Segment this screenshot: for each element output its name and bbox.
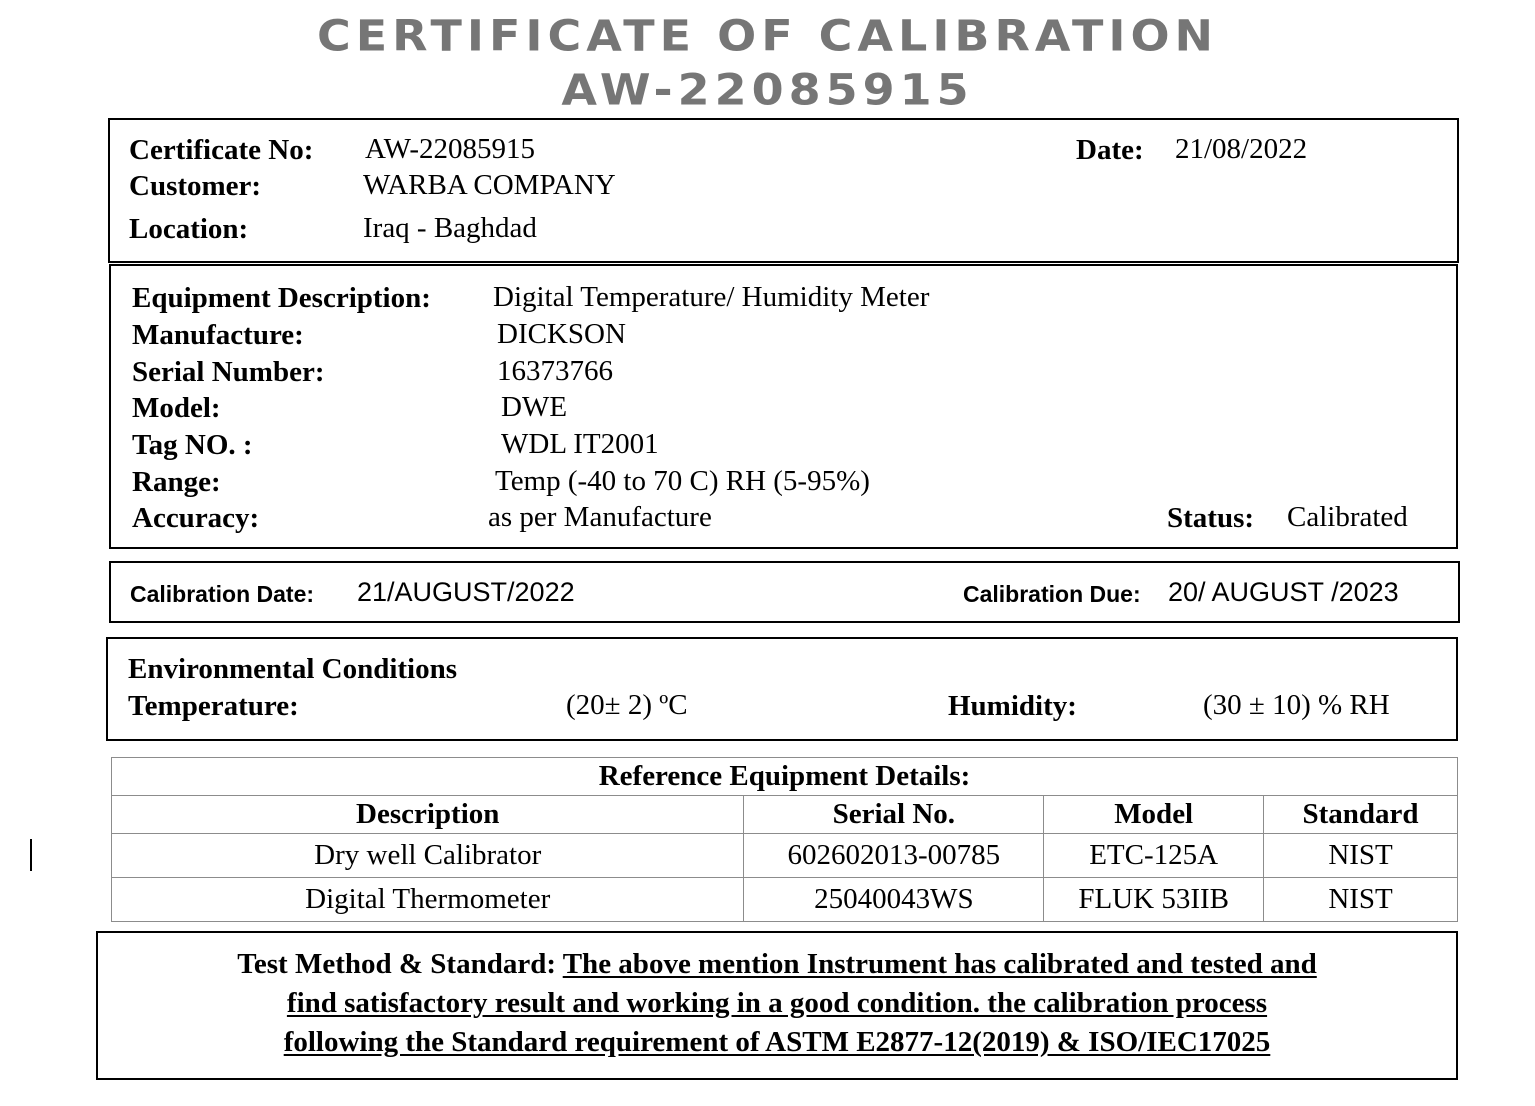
serial-number-label: Serial Number: (132, 356, 325, 388)
equipment-description-value: Digital Temperature/ Humidity Meter (493, 281, 930, 313)
cell-serial: 602602013-00785 (744, 834, 1044, 878)
certificate-title-number: AW-22085915 (561, 65, 974, 115)
date-value: 21/08/2022 (1175, 133, 1308, 165)
environmental-conditions-box (106, 637, 1458, 741)
manufacture-label: Manufacture: (132, 319, 304, 351)
test-method-line-1 (98, 945, 1456, 984)
reference-header-row (112, 796, 1458, 834)
test-method-text-2: find satisfactory result and working in a good condition. the calibration process (286, 987, 1268, 1019)
table-row (112, 834, 1458, 878)
cell-model: FLUK 53IIB (1044, 878, 1264, 922)
environmental-heading: Environmental Conditions (128, 653, 458, 685)
customer-value: WARBA COMPANY (363, 169, 616, 201)
test-method-text-3: following the Standard requirement of ASTM E2877-12(2019) & ISO/IEC17025 (283, 1026, 1271, 1058)
model-label: Model: (132, 392, 221, 424)
range-label: Range: (132, 466, 221, 498)
accuracy-label: Accuracy: (132, 502, 260, 534)
date-label: Date: (1076, 134, 1144, 166)
reference-heading: Reference Equipment Details: (112, 758, 1458, 796)
humidity-value: (30 ± 10) % RH (1203, 689, 1390, 721)
column-header-standard: Standard (1264, 796, 1458, 834)
location-value: Iraq - Baghdad (363, 212, 537, 244)
temperature-value: (20± 2) ºC (566, 689, 688, 721)
reference-equipment-table (111, 757, 1458, 922)
status-label: Status: (1167, 502, 1255, 534)
test-method-text-1: The above mention Instrument has calibrated and tested and (562, 948, 1317, 980)
location-label: Location: (129, 213, 249, 245)
test-method-label: Test Method & Standard: (237, 948, 556, 980)
cell-model: ETC-125A (1044, 834, 1264, 878)
test-method-line-2 (98, 984, 1456, 1023)
cell-serial: 25040043WS (744, 878, 1044, 922)
cell-standard: NIST (1264, 834, 1458, 878)
column-header-description: Description (112, 796, 744, 834)
status-value: Calibrated (1287, 501, 1408, 533)
reference-heading-row (112, 758, 1458, 796)
calibration-due-label: Calibration Due: (963, 581, 1141, 607)
humidity-label: Humidity: (948, 690, 1077, 722)
equipment-description-label: Equipment Description: (132, 282, 431, 314)
cert-no-label: Certificate No: (129, 134, 314, 166)
calibration-date-label: Calibration Date: (130, 581, 315, 607)
cell-standard: NIST (1264, 878, 1458, 922)
test-method-box (96, 931, 1458, 1080)
text-cursor (30, 839, 32, 871)
customer-label: Customer: (129, 170, 262, 202)
cert-no-value: AW-22085915 (365, 133, 536, 165)
accuracy-value: as per Manufacture (488, 501, 712, 533)
certificate-info-box (108, 118, 1459, 263)
certificate-title: CERTIFICATE OF CALIBRATION (316, 11, 1219, 61)
cell-description: Digital Thermometer (112, 878, 744, 922)
test-method-line-3 (98, 1023, 1456, 1062)
equipment-box (109, 264, 1458, 549)
serial-number-value: 16373766 (497, 355, 613, 387)
column-header-serial: Serial No. (744, 796, 1044, 834)
calibration-dates-box (109, 561, 1460, 623)
temperature-label: Temperature: (128, 690, 299, 722)
model-value: DWE (501, 391, 568, 423)
range-value: Temp (-40 to 70 C) RH (5-95%) (495, 465, 870, 497)
calibration-date-value: 21/AUGUST/2022 (357, 577, 575, 607)
tag-no-label: Tag NO. : (132, 429, 253, 461)
cell-description: Dry well Calibrator (112, 834, 744, 878)
manufacture-value: DICKSON (497, 318, 626, 350)
tag-no-value: WDL IT2001 (501, 428, 659, 460)
table-row (112, 878, 1458, 922)
calibration-due-value: 20/ AUGUST /2023 (1168, 577, 1399, 607)
column-header-model: Model (1044, 796, 1264, 834)
